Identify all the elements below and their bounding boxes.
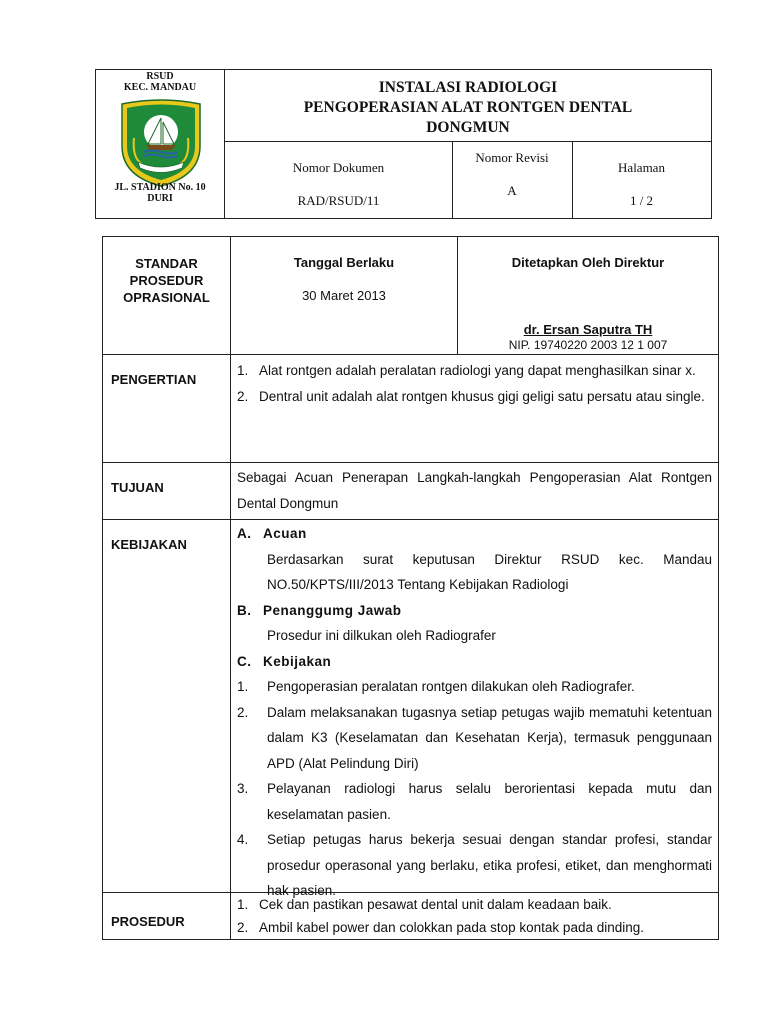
list-item — [237, 358, 712, 384]
doc-number-cell — [225, 142, 453, 218]
kebijakan-label: KEBIJAKAN — [111, 537, 187, 552]
item-number: 2. — [237, 920, 249, 935]
doc-number-value: RAD/RSUD/11 — [297, 193, 380, 208]
title-line-2: PENGOPERASIAN ALAT RONTGEN DENTAL — [303, 99, 633, 116]
list-item — [237, 916, 712, 939]
director-name: dr. Ersan Saputra TH — [523, 322, 653, 337]
section-title: Penanggumg Jawab — [263, 602, 402, 618]
item-text: Cek dan pastikan pesawat dental unit dalam keadaan baik. — [259, 897, 612, 912]
pengertian-label: PENGERTIAN — [111, 372, 197, 387]
tujuan-label: TUJUAN — [111, 480, 164, 495]
item-number: 2. — [237, 388, 249, 404]
section-letter: C. — [237, 653, 252, 669]
effective-date-value: 30 Maret 2013 — [302, 288, 386, 303]
item-number: 2. — [237, 704, 249, 720]
row-divider — [103, 462, 718, 463]
section-acuan-heading — [237, 521, 712, 547]
tujuan-text: Sebagai Acuan Penerapan Langkah-langkah Pengoperasian Alat Rontgen Dental Dongmun — [237, 470, 712, 511]
section-penanggung-jawab-heading — [237, 598, 712, 624]
document-header — [95, 69, 712, 219]
item-number: 1. — [237, 897, 249, 912]
hospital-line-2: KEC. MANDAU — [123, 82, 197, 93]
document-meta-row — [225, 142, 711, 218]
sop-table — [102, 236, 719, 940]
section-title: Kebijakan — [263, 653, 332, 669]
item-text: Dalam melaksanakan tugasnya setiap petugas wajib mematuhi ketentuan dalam K3 (Keselamatan dan Kesehatan Kerja), termasuk penggunaan APD (Alat Pelindung Diri) — [267, 704, 712, 771]
prosedur-content — [237, 893, 712, 939]
sop-label-line-1: STANDAR — [135, 256, 198, 271]
item-text: Pelayanan radiologi harus selalu berorientasi kepada mutu dan keselamatan pasien. — [267, 781, 712, 822]
hospital-address — [96, 182, 224, 204]
item-text: Alat rontgen adalah peralatan radiologi yang dapat menghasilkan sinar x. — [259, 363, 696, 378]
item-text: Pengoperasian peralatan rontgen dilakukan oleh Radiografer. — [267, 679, 635, 694]
item-text: Dentral unit adalah alat rontgen khusus gigi geligi satu persatu atau single. — [259, 388, 705, 404]
column-divider — [230, 237, 231, 939]
item-number: 1. — [237, 363, 249, 378]
row-divider — [103, 519, 718, 520]
document-title — [225, 70, 711, 142]
section-kebijakan-heading — [237, 649, 712, 675]
section-letter: A. — [237, 526, 252, 541]
logo-cell — [96, 70, 225, 218]
page-label: Halaman — [618, 160, 665, 175]
list-item — [237, 700, 712, 777]
item-number: 1. — [237, 679, 249, 694]
pengertian-content — [237, 358, 712, 409]
section-title: Acuan — [263, 526, 307, 541]
list-item — [237, 384, 712, 410]
doc-number-label: Nomor Dokumen — [292, 160, 385, 175]
hospital-emblem-icon — [120, 98, 202, 188]
title-line-3: DONGMUN — [426, 119, 510, 136]
revision-label: Nomor Revisi — [475, 150, 549, 165]
address-line-2: DURI — [147, 193, 173, 204]
item-text: Ambil kabel power dan colokkan pada stop kontak pada dinding. — [259, 920, 645, 935]
revision-cell — [452, 142, 573, 218]
section-letter: B. — [237, 602, 252, 618]
hospital-name — [96, 71, 224, 93]
acuan-text: Berdasarkan surat keputusan Direktur RSUD kec. Mandau NO.50/KPTS/III/2013 Tentang Kebijakan Radiologi — [267, 551, 712, 592]
list-item — [237, 674, 712, 700]
sop-label-line-2: PROSEDUR — [129, 273, 204, 288]
item-number: 3. — [237, 781, 249, 796]
item-text: Setiap petugas harus bekerja sesuai dengan standar profesi, standar prosedur operasonal yang berlaku, etika profesi, etiket, dan menghormati hak pasien. — [267, 832, 712, 898]
prosedur-label: PROSEDUR — [111, 914, 185, 929]
title-line-1: INSTALASI RADIOLOGI — [378, 79, 558, 96]
director-nip: NIP. 19740220 2003 12 1 007 — [508, 338, 668, 352]
hospital-line-1: RSUD — [146, 71, 174, 82]
list-item — [237, 776, 712, 827]
kebijakan-content — [237, 521, 712, 904]
sop-label-line-3: OPRASIONAL — [123, 290, 210, 305]
item-number: 4. — [237, 832, 249, 847]
revision-value: A — [507, 183, 517, 198]
approved-label: Ditetapkan Oleh Direktur — [511, 255, 665, 270]
page-cell — [572, 142, 711, 218]
penanggung-jawab-text: Prosedur ini dilkukan oleh Radiografer — [267, 628, 496, 643]
sop-label — [103, 255, 230, 306]
row-divider — [103, 354, 718, 355]
list-item — [237, 893, 712, 916]
address-line-1: JL. STADION No. 10 — [114, 182, 206, 193]
page-value: 1 / 2 — [629, 193, 654, 208]
effective-date-label: Tanggal Berlaku — [293, 255, 395, 270]
